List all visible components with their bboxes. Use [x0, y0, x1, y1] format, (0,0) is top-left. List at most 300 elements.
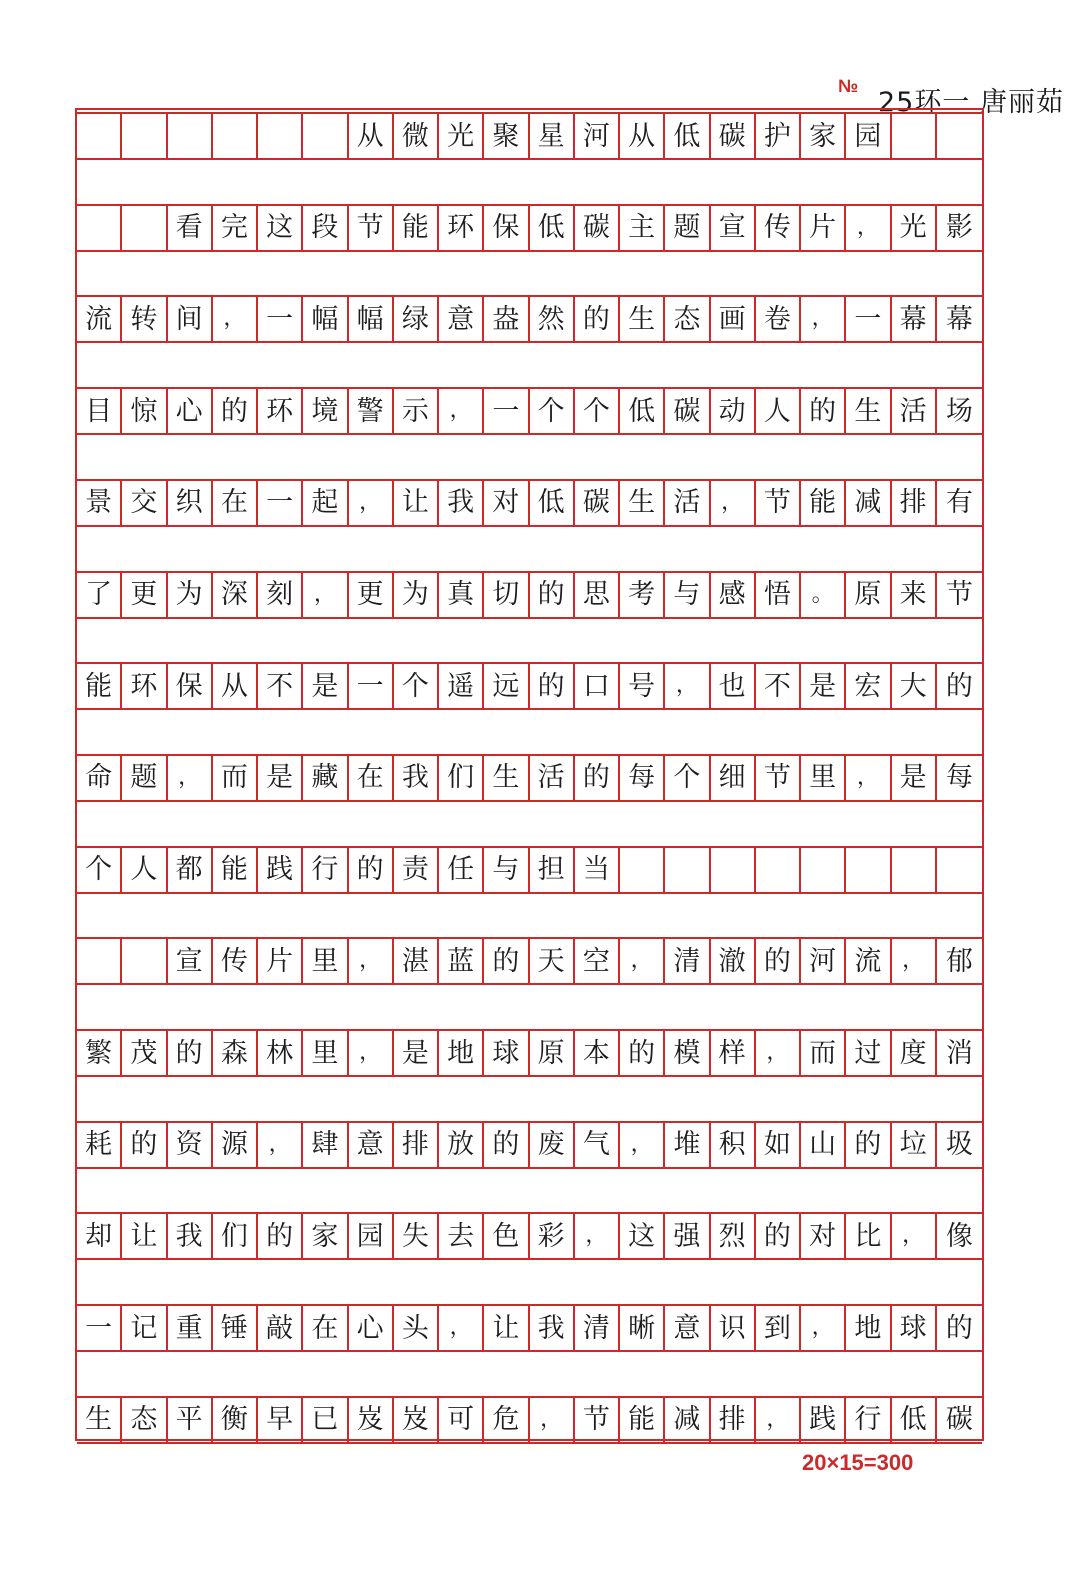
grid-cell: 看: [168, 206, 213, 250]
grid-cell: 从: [620, 114, 665, 158]
grid-cell: 的: [530, 664, 575, 708]
grid-cell: 低: [620, 389, 665, 433]
grid-cell: 节: [575, 1398, 620, 1442]
grid-cell: 境: [303, 389, 348, 433]
grid-cell: 生: [620, 481, 665, 525]
grid-cell: 惊: [122, 389, 167, 433]
grid-cell: 平: [168, 1398, 213, 1442]
grid-cell: 却: [77, 1214, 122, 1258]
grid-cell: 早: [258, 1398, 303, 1442]
grid-cell: 岌: [349, 1398, 394, 1442]
grid-cell: 态: [665, 297, 710, 341]
grid-cell: 为: [168, 573, 213, 617]
grid-cell: 色: [484, 1214, 529, 1258]
grid-cell: 人: [756, 389, 801, 433]
grid-cell: 流: [77, 297, 122, 341]
grid-cell: 的: [349, 848, 394, 892]
grid-cell: 低: [665, 114, 710, 158]
grid-cell: 到: [756, 1306, 801, 1350]
grid-cell: 然: [530, 297, 575, 341]
grid-cell: 交: [122, 481, 167, 525]
grid-cell: 里: [303, 939, 348, 983]
grid-cell: 繁: [77, 1031, 122, 1075]
grid-cell: 消: [945, 1037, 973, 1069]
grid-cell: 遥: [439, 664, 484, 708]
grid-cell: 幕: [892, 297, 937, 341]
grid-cell: 宣: [711, 206, 756, 250]
grid-cell: 担: [530, 848, 575, 892]
grid-cell: 碳: [575, 206, 620, 250]
grid-cell: ，: [892, 939, 937, 983]
grid-cell: 行: [846, 1398, 891, 1442]
grid-cell: 与: [665, 573, 710, 617]
grid-cell: 微: [394, 114, 439, 158]
grid-cell: [711, 848, 756, 892]
grid-cell: [77, 206, 122, 250]
grid-cell: 光: [439, 114, 484, 158]
grid-cell: [168, 114, 213, 158]
grid-cell: 场: [945, 395, 973, 427]
grid-cell: 生: [77, 1398, 122, 1442]
grid-cell: 的: [122, 1123, 167, 1167]
grid-cell: 转: [122, 297, 167, 341]
grid-cell: 节: [349, 206, 394, 250]
grid-cell: ，: [439, 1306, 484, 1350]
grid-cell: 题: [665, 206, 710, 250]
grid-cell: ，: [620, 1123, 665, 1167]
grid-cell: 绿: [394, 297, 439, 341]
grid-cell: 宣: [168, 939, 213, 983]
grid-cell: 肆: [303, 1123, 348, 1167]
grid-cell: 画: [711, 297, 756, 341]
grid-cell: 地: [439, 1031, 484, 1075]
grid-cell: 段: [303, 206, 348, 250]
grid-cell: 片: [258, 939, 303, 983]
grid-cell: 个: [394, 664, 439, 708]
grid-cell: ，: [756, 1031, 801, 1075]
grid-cell: 片: [801, 206, 846, 250]
grid-cell: 烈: [711, 1214, 756, 1258]
grid-cell: 源: [213, 1123, 258, 1167]
grid-row: [77, 1121, 982, 1169]
grid-cell: 星: [530, 114, 575, 158]
grid-cell: ，: [892, 1214, 937, 1258]
grid-cell: 已: [303, 1398, 348, 1442]
grid-cell: 而: [213, 756, 258, 800]
grid-cell: 个: [665, 756, 710, 800]
grid-cell: 意: [665, 1306, 710, 1350]
grid-cell: 的: [620, 1031, 665, 1075]
grid-cell: 责: [394, 848, 439, 892]
grid-cell: 们: [213, 1214, 258, 1258]
grid-cell: 过: [846, 1031, 891, 1075]
grid-cell: 是: [892, 756, 937, 800]
grid-cell: 让: [484, 1306, 529, 1350]
grid-cell: 主: [620, 206, 665, 250]
grid-cell: [213, 114, 258, 158]
grid-cell: 本: [575, 1031, 620, 1075]
grid-cell: [937, 114, 982, 158]
grid-cell: ，: [575, 1214, 620, 1258]
grid-cell: 识: [711, 1306, 756, 1350]
grid-cell: 的: [213, 389, 258, 433]
grid-cell: 度: [892, 1031, 937, 1075]
grid-cell: [122, 939, 167, 983]
grid-cell: 样: [711, 1031, 756, 1075]
grid-cell: 刻: [258, 573, 303, 617]
grid-row: [77, 295, 982, 343]
grid-cell: 命: [77, 756, 122, 800]
grid-cell: 晰: [620, 1306, 665, 1350]
grid-cell: [77, 939, 122, 983]
grid-cell: 资: [168, 1123, 213, 1167]
grid-cell: 不: [756, 664, 801, 708]
grid-cell: 当: [575, 848, 620, 892]
grid-cell: 的: [756, 1214, 801, 1258]
grid-cell: [937, 848, 982, 892]
page-number-mark: №: [838, 76, 859, 96]
grid-cell: 能: [620, 1398, 665, 1442]
grid-cell: 原: [530, 1031, 575, 1075]
grid-cell: 警: [349, 389, 394, 433]
grid-cell: 彩: [530, 1214, 575, 1258]
grid-cell: 一: [349, 664, 394, 708]
grid-cell: 能: [801, 481, 846, 525]
grid-cell: 是: [303, 664, 348, 708]
grid-cell: 球: [484, 1031, 529, 1075]
grid-cell: 一: [846, 297, 891, 341]
grid-cell: 切: [484, 573, 529, 617]
grid-cell: ，: [303, 573, 348, 617]
grid-cell: 态: [122, 1398, 167, 1442]
grid-cell: 环: [122, 664, 167, 708]
grid-cell: 危: [484, 1398, 529, 1442]
grid-cell: 目: [77, 389, 122, 433]
grid-row: [77, 1304, 982, 1352]
grid-cell: 从: [349, 114, 394, 158]
grid-cell: 锤: [213, 1306, 258, 1350]
grid-cell: 生: [846, 389, 891, 433]
grid-cell: 是: [801, 664, 846, 708]
grid-row: [77, 112, 982, 160]
grid-cell: 衡: [213, 1398, 258, 1442]
grid-cell: 林: [258, 1031, 303, 1075]
grid-cell: 碳: [945, 1404, 973, 1436]
grid-cell: ，: [801, 297, 846, 341]
grid-cell: 。: [801, 573, 846, 617]
grid-cell: 园: [846, 114, 891, 158]
grid-cell: 茂: [122, 1031, 167, 1075]
grid-cell: 的: [575, 756, 620, 800]
grid-cell: 与: [484, 848, 529, 892]
grid-cell: 记: [122, 1306, 167, 1350]
grid-cell: 清: [575, 1306, 620, 1350]
grid-cell: ，: [349, 1031, 394, 1075]
grid-cell: 幅: [349, 297, 394, 341]
grid-cell: 低: [530, 481, 575, 525]
grid-cell: 一: [77, 1306, 122, 1350]
grid-row: [77, 204, 982, 252]
grid-cell: 排: [394, 1123, 439, 1167]
grid-cell: 来: [892, 573, 937, 617]
grid-cell: 们: [439, 756, 484, 800]
grid-cell: 保: [484, 206, 529, 250]
grid-cell: 在: [213, 481, 258, 525]
grid-cell: [122, 206, 167, 250]
grid-cell: 球: [892, 1306, 937, 1350]
grid-cell: [77, 114, 122, 158]
grid-row: [77, 1029, 982, 1077]
grid-cell: 减: [846, 481, 891, 525]
grid-cell: 节: [756, 756, 801, 800]
grid-row: [77, 571, 982, 619]
grid-cell: [620, 848, 665, 892]
grid-cell: 间: [168, 297, 213, 341]
grid-cell: 题: [122, 756, 167, 800]
grid-cell: 失: [394, 1214, 439, 1258]
grid-cell: 在: [303, 1306, 348, 1350]
grid-cell: 的: [258, 1214, 303, 1258]
grid-cell: 原: [846, 573, 891, 617]
grid-cell: 起: [303, 481, 348, 525]
grid-cell: 一: [258, 297, 303, 341]
grid-cell: 能: [213, 848, 258, 892]
grid-cell: 环: [258, 389, 303, 433]
grid-cell: 的: [575, 297, 620, 341]
grid-cell: 悟: [756, 573, 801, 617]
grid-cell: 一: [258, 481, 303, 525]
grid-cell: 模: [665, 1031, 710, 1075]
grid-cell: 敲: [258, 1306, 303, 1350]
grid-cell: 活: [665, 481, 710, 525]
grid-cell: [258, 114, 303, 158]
grid-cell: 放: [439, 1123, 484, 1167]
grid-cell: 我: [168, 1214, 213, 1258]
grid-cell: 传: [756, 206, 801, 250]
grid-cell: 的: [484, 1123, 529, 1167]
grid-cell: 任: [439, 848, 484, 892]
grid-cell: 这: [258, 206, 303, 250]
grid-cell: 郁: [945, 945, 973, 977]
grid-row: [77, 846, 982, 894]
grid-cell: 了: [77, 573, 122, 617]
grid-cell: ，: [258, 1123, 303, 1167]
grid-cell: ，: [530, 1398, 575, 1442]
grid-cell: 保: [168, 664, 213, 708]
grid-cell: 的: [801, 389, 846, 433]
grid-cell: 我: [530, 1306, 575, 1350]
grid-cell: 活: [892, 389, 937, 433]
author-label: 25环一 唐丽茹: [878, 87, 1064, 118]
grid-cell: 践: [258, 848, 303, 892]
grid-cell: 光: [892, 206, 937, 250]
grid-cell: 家: [303, 1214, 348, 1258]
grid-cell: 的: [945, 1312, 973, 1344]
grid-cell: ，: [711, 481, 756, 525]
grid-cell: 这: [620, 1214, 665, 1258]
grid-cell: 像: [945, 1220, 973, 1252]
grid-cell: 意: [349, 1123, 394, 1167]
grid-cell: 能: [77, 664, 122, 708]
grid-cell: 是: [258, 756, 303, 800]
grid-cell: 岌: [394, 1398, 439, 1442]
grid-cell: ，: [620, 939, 665, 983]
grid-cell: 每: [945, 762, 973, 794]
grid-cell: 低: [530, 206, 575, 250]
grid-cell: 不: [258, 664, 303, 708]
grid-cell: 思: [575, 573, 620, 617]
grid-cell: 更: [349, 573, 394, 617]
grid-cell: ，: [846, 206, 891, 250]
grid-cell: 家: [801, 114, 846, 158]
grid-cell: 头: [394, 1306, 439, 1350]
grid-cell: 比: [846, 1214, 891, 1258]
grid-cell: 更: [122, 573, 167, 617]
grid-row: [77, 1396, 982, 1444]
grid-cell: 意: [439, 297, 484, 341]
grid-cell: 聚: [484, 114, 529, 158]
grid-cell: 心: [349, 1306, 394, 1350]
grid-cell: 让: [122, 1214, 167, 1258]
grid-cell: 活: [530, 756, 575, 800]
grid-cell: ，: [846, 756, 891, 800]
grid-cell: 景: [77, 481, 122, 525]
grid-cell: 对: [484, 481, 529, 525]
grid-cell: 碳: [575, 481, 620, 525]
grid-cell: 排: [711, 1398, 756, 1442]
grid-cell: 的: [484, 939, 529, 983]
grid-cell: 河: [801, 939, 846, 983]
grid-cell: 低: [892, 1398, 937, 1442]
grid-cell: 耗: [77, 1123, 122, 1167]
grid-cell: 减: [665, 1398, 710, 1442]
grid-cell: 也: [711, 664, 756, 708]
grid-cell: 堆: [665, 1123, 710, 1167]
grid-cell: 宏: [846, 664, 891, 708]
grid-cell: ，: [168, 756, 213, 800]
grid-count-label: 20×15=300: [802, 1450, 914, 1475]
grid-cell: 积: [711, 1123, 756, 1167]
grid-cell: 澈: [711, 939, 756, 983]
grid-cell: 完: [213, 206, 258, 250]
grid-cell: 感: [711, 573, 756, 617]
grid-cell: 地: [846, 1306, 891, 1350]
grid-cell: 的: [945, 670, 973, 702]
grid-cell: 如: [756, 1123, 801, 1167]
grid-cell: 动: [711, 389, 756, 433]
grid-cell: 对: [801, 1214, 846, 1258]
grid-cell: 我: [439, 481, 484, 525]
grid-cell: ，: [665, 664, 710, 708]
grid-cell: 人: [122, 848, 167, 892]
grid-cell: 能: [394, 206, 439, 250]
grid-row: [77, 387, 982, 435]
grid-cell: 深: [213, 573, 258, 617]
grid-cell: 气: [575, 1123, 620, 1167]
grid-cell: 强: [665, 1214, 710, 1258]
grid-cell: 是: [394, 1031, 439, 1075]
grid-cell: 藏: [303, 756, 348, 800]
grid-row: [77, 754, 982, 802]
grid-cell: 生: [484, 756, 529, 800]
grid-cell: 可: [439, 1398, 484, 1442]
grid-cell: [122, 114, 167, 158]
grid-cell: 传: [213, 939, 258, 983]
grid-cell: ，: [349, 481, 394, 525]
grid-cell: 行: [303, 848, 348, 892]
grid-cell: 废: [530, 1123, 575, 1167]
grid-cell: 的: [756, 939, 801, 983]
grid-cell: 远: [484, 664, 529, 708]
grid-cell: 圾: [945, 1129, 973, 1161]
grid-cell: 幕: [945, 303, 973, 335]
grid-row: [77, 937, 982, 985]
grid-cell: [303, 114, 348, 158]
grid-cell: 让: [394, 481, 439, 525]
grid-cell: ，: [756, 1398, 801, 1442]
grid-cell: 的: [530, 573, 575, 617]
grid-cell: 山: [801, 1123, 846, 1167]
grid-cell: 蓝: [439, 939, 484, 983]
grid-cell: 的: [168, 1031, 213, 1075]
grid-cell: 垃: [892, 1123, 937, 1167]
grid-row: [77, 662, 982, 710]
grid-cell: [665, 848, 710, 892]
grid-cell: ，: [349, 939, 394, 983]
grid-cell: 盎: [484, 297, 529, 341]
grid-cell: [801, 848, 846, 892]
grid-cell: 园: [349, 1214, 394, 1258]
grid-cell: 天: [530, 939, 575, 983]
grid-cell: 节: [945, 579, 973, 610]
essay-grid-paper: [75, 108, 984, 1441]
grid-cell: [756, 848, 801, 892]
grid-cell: 空: [575, 939, 620, 983]
grid-cell: 流: [846, 939, 891, 983]
grid-cell: 个: [77, 848, 122, 892]
grid-cell: 碳: [711, 114, 756, 158]
grid-cell: [892, 114, 937, 158]
grid-cell: 我: [394, 756, 439, 800]
grid-cell: 细: [711, 756, 756, 800]
grid-cell: 护: [756, 114, 801, 158]
grid-cell: 卷: [756, 297, 801, 341]
grid-cell: 环: [439, 206, 484, 250]
grid-cell: 个: [530, 389, 575, 433]
grid-cell: ，: [439, 389, 484, 433]
grid-cell: 从: [213, 664, 258, 708]
grid-cell: 生: [620, 297, 665, 341]
grid-row: [77, 1212, 982, 1260]
grid-cell: 大: [892, 664, 937, 708]
grid-cell: 织: [168, 481, 213, 525]
grid-cell: 每: [620, 756, 665, 800]
grid-cell: 真: [439, 573, 484, 617]
grid-cell: 排: [892, 481, 937, 525]
grid-cell: 里: [303, 1031, 348, 1075]
grid-cell: 心: [168, 389, 213, 433]
grid-cell: 有: [945, 487, 973, 519]
grid-cell: 考: [620, 573, 665, 617]
grid-cell: 的: [846, 1123, 891, 1167]
grid-cell: [892, 848, 937, 892]
grid-cell: [846, 848, 891, 892]
grid-cell: 重: [168, 1306, 213, 1350]
grid-cell: ，: [801, 1306, 846, 1350]
grid-cell: 森: [213, 1031, 258, 1075]
grid-cell: 影: [945, 212, 973, 244]
grid-cell: 号: [620, 664, 665, 708]
